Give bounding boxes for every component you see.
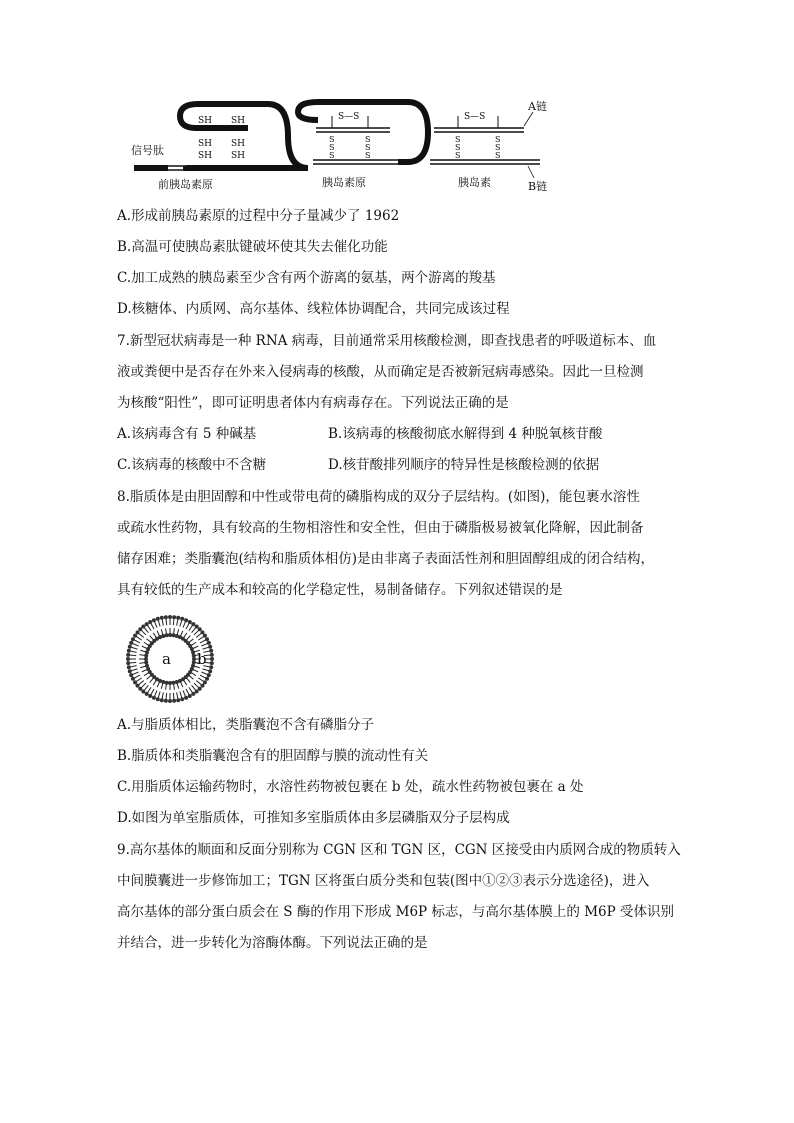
svg-text:S: S [365,135,371,144]
lipid-head [164,699,168,703]
lipid-head [171,681,175,685]
preproinsulin-diagram [131,104,308,191]
lipid-head [168,681,172,685]
svg-text:SH: SH [231,139,246,149]
lipid-head [198,687,202,691]
lipid-head [188,694,192,698]
preproinsulin-label: 前胰岛素原 [158,178,213,191]
q7-stem-line-2: 液或粪便中是否存在外来入侵病毒的核酸，从而确定是否被新冠病毒感染。因此一旦检测 [117,364,644,380]
lipid-head [141,625,145,629]
proinsulin-label: 胰岛素原 [322,176,366,189]
lipid-head [152,618,156,622]
lipid-head [160,698,164,702]
svg-text:S: S [329,151,335,160]
lipid-head [168,699,172,703]
lipid-head [126,653,130,657]
lipid-head [145,622,149,626]
lipid-head [148,694,152,698]
q9-stem-line-3: 高尔基体的部分蛋白质会在 S 酶的作用下形成 M6P 标志，与高尔基体膜上的 M6P 受体识别 [117,904,674,920]
svg-text:S—S: S—S [338,112,360,122]
svg-text:S: S [455,135,461,144]
q9-stem-line-2: 中间膜囊进一步修饰加工；TGN 区将蛋白质分类和包装(图中①②③表示分选途径)，进入 [117,873,650,889]
lipid-head [203,634,207,638]
lipid-head [172,699,176,703]
lipid-head [165,633,169,637]
q7-option-c: C.该病毒的核酸中不含糖 [117,457,267,473]
lipid-head [133,680,137,684]
lipid-head [207,641,211,645]
lipid-head [191,692,195,696]
q7-stem-line-3: 为核酸“阳性”，即可证明患者体内有病毒存在。下列说法正确的是 [117,395,509,411]
svg-text:S—S: S—S [464,112,486,122]
lipid-head [195,689,199,693]
region-b-label: b [197,650,207,668]
svg-text:S: S [329,143,335,152]
lipid-head [129,673,133,677]
lipid-head [192,654,196,658]
lipid-head [188,620,192,624]
svg-text:SH: SH [198,116,213,126]
lipid-head [209,649,213,653]
q8-stem-line-1: 8.脂质体是由胆固醇和中性或带电荷的磷脂构成的双分子层结构。(如图)，能包裹水溶性 [117,489,640,505]
lipid-head [126,661,130,665]
lipid-head [138,627,142,631]
liposome-figure [122,614,222,704]
lipid-head [192,657,196,661]
lipid-head [131,637,135,641]
lipid-head [141,689,145,693]
lipid-head [210,661,214,665]
lipid-head [148,620,152,624]
a-chain-label: A链 [528,100,547,113]
svg-text:SH: SH [198,139,213,149]
q7-option-a: A.该病毒含有 5 种碱基 [117,426,257,442]
lipid-head [184,618,188,622]
lipid-head [176,616,180,620]
lipid-head [168,615,172,619]
lipid-head [205,637,209,641]
lipid-head [128,645,132,649]
proinsulin-diagram [298,102,428,189]
lipid-head [176,698,180,702]
lipid-head [200,630,204,634]
q7-option-b: B.该病毒的核酸彻底水解得到 4 种脱氧核苷酸 [328,426,603,442]
lipid-head [160,616,164,620]
lipid-head [126,657,130,661]
q8-option-c: C.用脂质体运输药物时，水溶性药物被包裹在 b 处，疏水性药物被包裹在 a 处 [117,779,584,795]
lipid-head [161,634,165,638]
q7-options-row-1 [117,424,603,444]
lipid-head [191,650,195,654]
q8-option-a: A.与脂质体相比，类脂囊泡不含有磷脂分子 [117,717,375,733]
q6-option-c: C.加工成熟的胰岛素至少含有两个游离的氨基，两个游离的羧基 [117,270,496,286]
lipid-head [180,617,184,621]
lipid-head [208,645,212,649]
lipid-head [192,660,196,664]
q7-option-d: D.核苷酸排列顺序的特异性是核酸检测的依据 [328,457,600,473]
lipid-head [131,677,135,681]
q6-option-d: D.核糖体、内质网、高尔基体、线粒体协调配合，共同完成该过程 [117,301,510,317]
lipid-head [138,687,142,691]
lipid-head [168,633,172,637]
signal-peptide-label: 信号肽 [131,144,164,157]
svg-text:S: S [495,143,501,152]
lipid-head [180,697,184,701]
lipid-head [209,665,213,669]
q8-option-d: D.如图为单室脂质体，可推知多室脂质体由多层磷脂双分子层构成 [117,810,510,826]
lipid-head [127,649,131,653]
q9-stem-line-1: 9.高尔基体的顺面和反面分别称为 CGN 区和 TGN 区，CGN 区接受由内质网合成的物质转入 [117,842,681,858]
q6-option-a: A.形成前胰岛素原的过程中分子量减少了 1962 [117,208,400,224]
svg-text:S: S [495,151,501,160]
lipid-head [136,630,140,634]
lipid-head [164,615,168,619]
lipid-head [133,634,137,638]
svg-text:SH: SH [231,151,246,161]
lipid-head [198,627,202,631]
lipid-head [171,633,175,637]
svg-text:S: S [365,143,371,152]
svg-text:S: S [329,135,335,144]
lipid-head [127,665,131,669]
lipid-head [172,615,176,619]
insulin-processing-figure [128,96,558,196]
lipid-head [145,664,149,668]
lipid-head [175,680,179,684]
region-a-label: a [162,650,171,668]
svg-text:S: S [495,135,501,144]
svg-text:SH: SH [198,151,213,161]
lipid-head [195,625,199,629]
lipid-head [205,677,209,681]
lipid-head [144,657,148,661]
insulin-diagram [430,99,547,193]
lipid-head [210,657,214,661]
lipid-head [208,669,212,673]
lipid-head [128,669,132,673]
lipid-head [184,696,188,700]
b-chain-label: B链 [528,180,548,193]
lipid-head [191,622,195,626]
lipid-head [156,617,160,621]
lipid-head [145,692,149,696]
lipid-head [210,653,214,657]
q8-stem-line-2: 或疏水性药物，具有较高的生物相溶性和安全性，但由于磷脂极易被氧化降解，因此制备 [117,520,644,536]
lipid-head [129,641,133,645]
q8-stem-line-3: 储存困难；类脂囊泡(结构和脂质体相仿)是由非离子表面活性剂和胆固醇组成的闭合结构， [117,551,655,567]
q6-option-b: B.高温可使胰岛素肽键破坏使其失去催化功能 [117,239,388,255]
svg-text:S: S [365,151,371,160]
svg-text:SH: SH [231,116,246,126]
lipid-head [152,696,156,700]
lipid-head [144,660,148,664]
q9-stem-line-4: 并结合，进一步转化为溶酶体酶。下列说法正确的是 [117,935,428,951]
lipid-head [165,681,169,685]
q8-stem-line-4: 具有较低的生产成本和较高的化学稳定性，易制备储存。下列叙述错误的是 [117,582,563,598]
svg-text:S: S [455,143,461,152]
q7-stem-line-1: 7.新型冠状病毒是一种 RNA 病毒，目前通常采用核酸检测，即查找患者的呼吸道标本、血 [117,333,657,349]
lipid-head [200,684,204,688]
lipid-head [203,680,207,684]
lipid-head [156,697,160,701]
lipid-head [144,654,148,658]
q7-options-row-2 [117,455,600,475]
insulin-label: 胰岛素 [458,176,491,189]
q8-option-b: B.脂质体和类脂囊泡含有的胆固醇与膜的流动性有关 [117,748,429,764]
svg-text:S: S [455,151,461,160]
lipid-head [136,684,140,688]
lipid-head [207,673,211,677]
